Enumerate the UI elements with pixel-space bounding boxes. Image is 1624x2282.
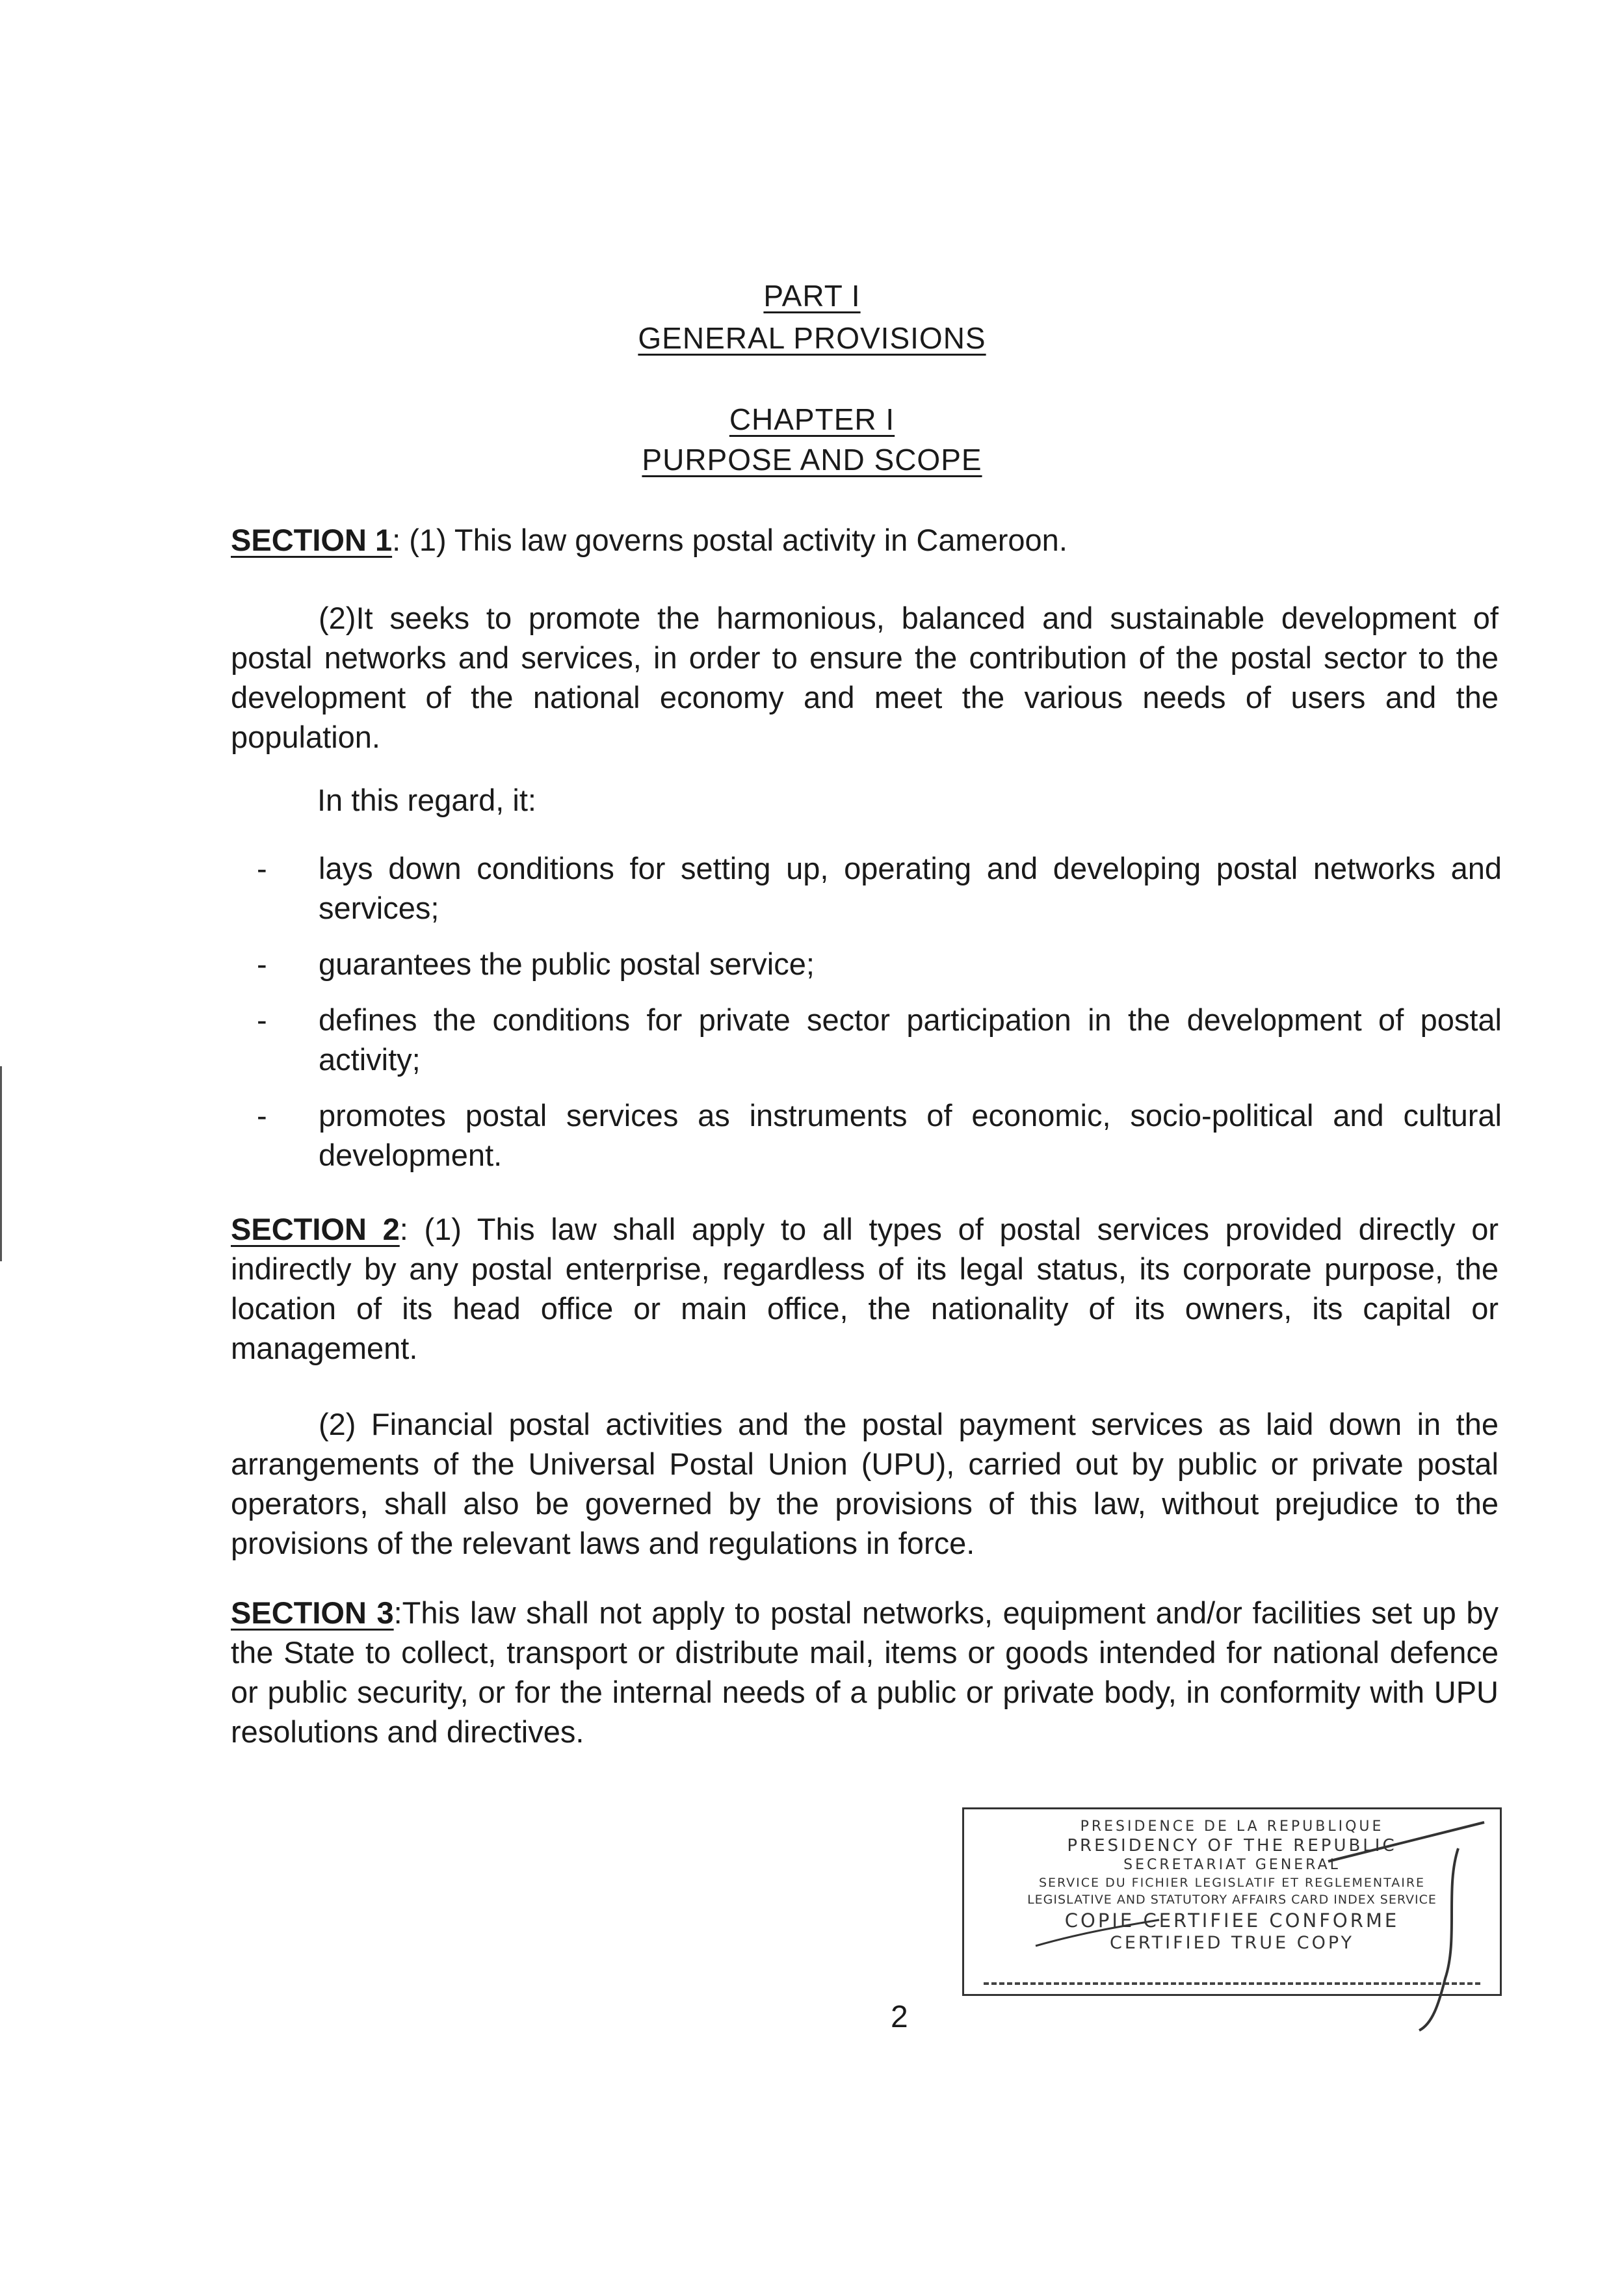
section-1-intro: In this regard, it: [317,783,536,817]
section-2-paragraph-1: SECTION 2: (1) This law shall apply to all types of postal services provided directly or indirectly by any postal enterprise, regardless of its legal status, its corporate purpose, the location of its head office or main office, the nationality of its owners, its capital or management. [231,1212,1499,1365]
page-number: 2 [891,2000,908,2034]
chapter-heading [0,400,1624,439]
section-1-bullet-list [257,848,1502,1191]
section-2-paragraph-2: (2) Financial postal activities and the postal payment services as laid down in the arrangements of the Universal Postal Union (UPU), carried out by public or private postal operators, shall also be governed by the provisions of this law, without prejudice to the provisions of the relevant laws and regulations in force. [231,1407,1499,1560]
scan-edge-mark [0,1066,2,1261]
list-item: - lays down conditions for setting up, operating and developing postal networks and services; [257,848,1502,928]
list-item: - promotes postal services as instruments of economic, socio-political and cultural development. [257,1095,1502,1175]
section-1-label: SECTION 1 [231,523,393,557]
chapter-title: PURPOSE AND SCOPE [642,443,982,477]
part-number: PART I [763,279,861,313]
section-1-paragraph-2: (2)It seeks to promote the harmonious, balanced and sustainable development of postal networks and services, in order to ensure the contribution of the postal sector to the development of the national economy and meet the various needs of users and the population. [231,601,1499,754]
list-item: - guarantees the public postal service; [257,944,1502,984]
section-3-label: SECTION 3 [231,1595,394,1630]
part-title: GENERAL PROVISIONS [638,321,986,355]
part-heading [0,276,1624,315]
signature-stroke-icon [964,1809,1504,2030]
section-2-label: SECTION 2 [231,1212,400,1246]
section-3-paragraph: SECTION 3:This law shall not apply to postal networks, equipment and/or facilities set up by the State to collect, transport or distribute mail, items or goods intended for national defence or public security, or for the internal needs of a public or private body, in conformity with UPU resolutions and directives. [231,1595,1499,1749]
chapter-number: CHAPTER I [729,402,895,436]
certified-copy-stamp: PRESIDENCE DE LA REPUBLIQUE PRESIDENCY OF THE REPUBLIC SECRETARIAT GENERAL SERVICE DU FICHIER LEGISLATIF ET REGLEMENTAIRE LEGISLATIVE AND STATUTORY AFFAIRS CARD INDEX SERVICE COPIE CERTIFIEE CONFORME CERTIFIED TRUE COPY [962,1807,1502,1996]
section-1-paragraph-1: SECTION 1: (1) This law governs postal activity in Cameroon. [231,523,1067,557]
list-item: - defines the conditions for private sector participation in the development of postal activity; [257,1000,1502,1079]
